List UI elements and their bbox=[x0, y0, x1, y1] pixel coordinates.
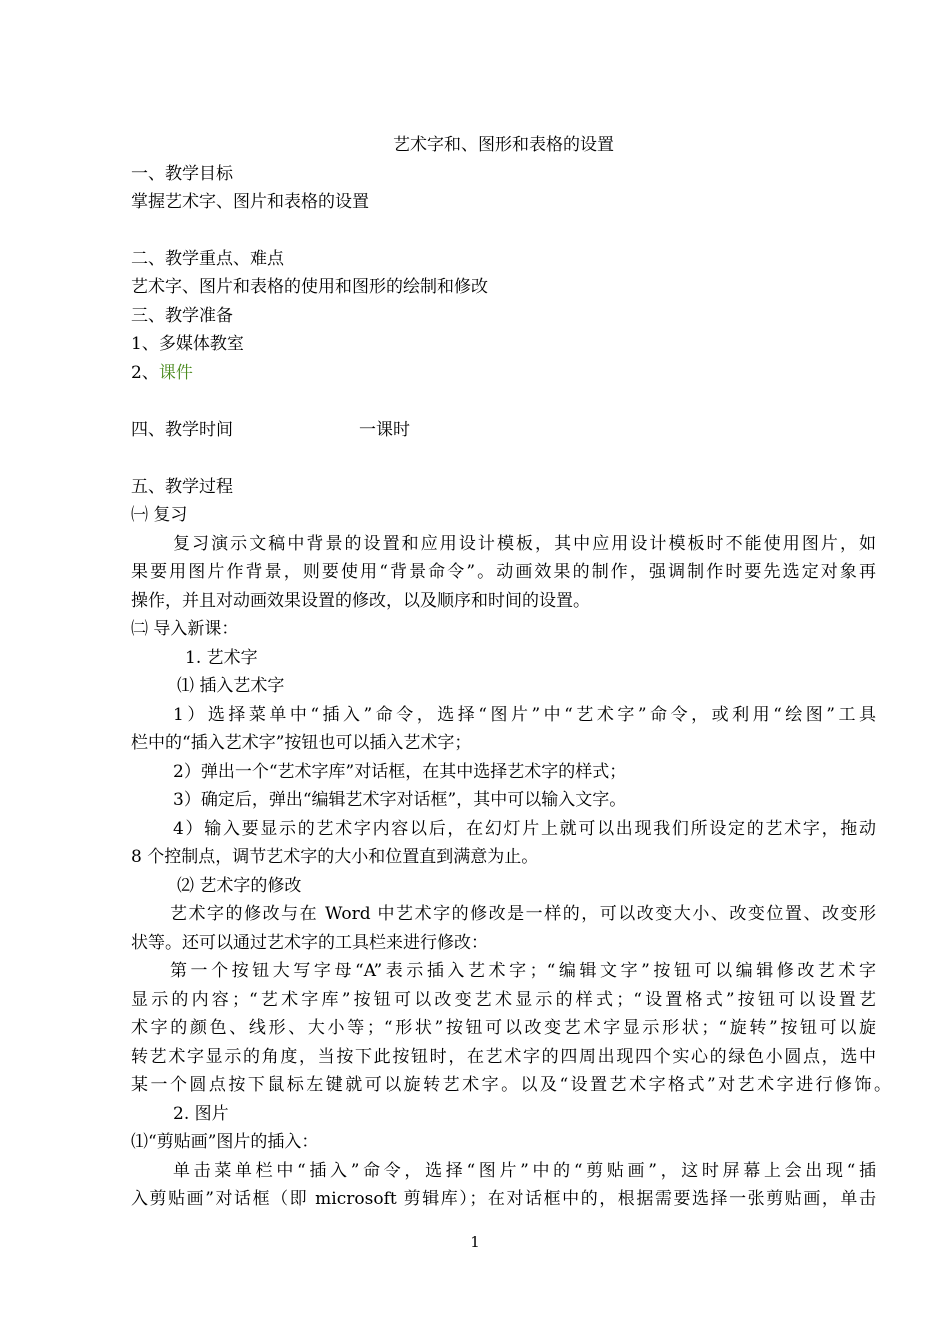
section-heading-time bbox=[131, 416, 876, 445]
paragraph-line: 入剪贴画”对话框（即 microsoft 剪辑库）；在对话框中的，根据需要选择一张剪贴画，单击 bbox=[131, 1189, 876, 1209]
paragraph-line: 艺术字的修改与在 Word 中艺术字的修改是一样的，可以改变大小、改变位置、改变形 bbox=[170, 904, 876, 924]
section-heading-process: 五、教学过程 bbox=[131, 477, 233, 497]
list-item: 1、多媒体教室 bbox=[131, 334, 244, 354]
subsection-heading: ⑵ 艺术字的修改 bbox=[177, 876, 302, 896]
highlighted-text: 课件 bbox=[158, 363, 193, 383]
paragraph-line: 1）选择菜单中“插入”命令，选择“图片”中“艺术字”命令，或利用“绘图”工具 bbox=[173, 705, 876, 725]
paragraph-line: 某一个圆点按下鼠标左键就可以旋转艺术字。以及“设置艺术字格式”对艺术字进行修饰。 bbox=[131, 1075, 891, 1095]
subsection-heading: ⑴ 插入艺术字 bbox=[177, 676, 285, 696]
paragraph-line: 第一个按钮大写字母“A”表示插入艺术字；“编辑文字”按钮可以编辑修改艺术字 bbox=[170, 961, 876, 981]
section-heading-time-label: 四、教学时间 bbox=[131, 420, 233, 440]
paragraph-line: 艺术字、图片和表格的使用和图形的绘制和修改 bbox=[131, 277, 488, 297]
subsection-heading: 1. 艺术字 bbox=[185, 648, 258, 668]
paragraph-line: 4）输入要显示的艺术字内容以后，在幻灯片上就可以出现我们所设定的艺术字，拖动 bbox=[173, 819, 876, 839]
section-heading-key-points: 二、教学重点、难点 bbox=[131, 249, 284, 269]
subsection-heading: ⑴“剪贴画”图片的插入： bbox=[131, 1132, 319, 1152]
paragraph-line: 掌握艺术字、图片和表格的设置 bbox=[131, 192, 369, 212]
paragraph-line: 2）弹出一个“艺术字库”对话框，在其中选择艺术字的样式； bbox=[173, 762, 627, 782]
document-title: 艺术字和、图形和表格的设置 bbox=[393, 135, 614, 155]
paragraph-line: 显示的内容；“艺术字库”按钮可以改变艺术显示的样式；“设置格式”按钮可以设置艺 bbox=[131, 990, 876, 1010]
page-number: 1 bbox=[470, 1233, 480, 1251]
paragraph-line: 状等。还可以通过艺术字的工具栏来进行修改： bbox=[131, 933, 488, 953]
subsection-heading: 2. 图片 bbox=[173, 1104, 229, 1124]
list-item bbox=[131, 359, 876, 388]
subsection-heading: ㈠ 复习 bbox=[131, 505, 188, 525]
paragraph-line: 3）确定后，弹出“编辑艺术字对话框”，其中可以输入文字。 bbox=[173, 790, 627, 810]
paragraph-line: 复习演示文稿中背景的设置和应用设计模板，其中应用设计模板时不能使用图片，如 bbox=[173, 534, 876, 554]
paragraph-line: 8 个控制点，调节艺术字的大小和位置直到满意为止。 bbox=[131, 847, 539, 867]
paragraph-line: 术字的颜色、线形、大小等；“形状”按钮可以改变艺术字显示形状；“旋转”按钮可以旋 bbox=[131, 1018, 876, 1038]
paragraph-line: 果要用图片作背景，则要使用“背景命令”。动画效果的制作，强调制作时要先选定对象再 bbox=[131, 562, 876, 582]
paragraph-line: 操作，并且对动画效果设置的修改，以及顺序和时间的设置。 bbox=[131, 591, 590, 611]
paragraph-line: 转艺术字显示的角度，当按下此按钮时，在艺术字的四周出现四个实心的绿色小圆点，选中 bbox=[131, 1047, 876, 1067]
section-heading-preparation: 三、教学准备 bbox=[131, 306, 233, 326]
section-heading-time-value: 一课时 bbox=[359, 420, 410, 440]
list-item-number: 2、 bbox=[131, 363, 159, 383]
paragraph-line: 栏中的“插入艺术字”按钮也可以插入艺术字； bbox=[131, 733, 472, 753]
paragraph-line: 单击菜单栏中“插入”命令，选择“图片”中的“剪贴画”，这时屏幕上会出现“插 bbox=[173, 1161, 876, 1181]
section-heading-objectives: 一、教学目标 bbox=[131, 164, 233, 184]
subsection-heading: ㈡ 导入新课： bbox=[131, 619, 239, 639]
